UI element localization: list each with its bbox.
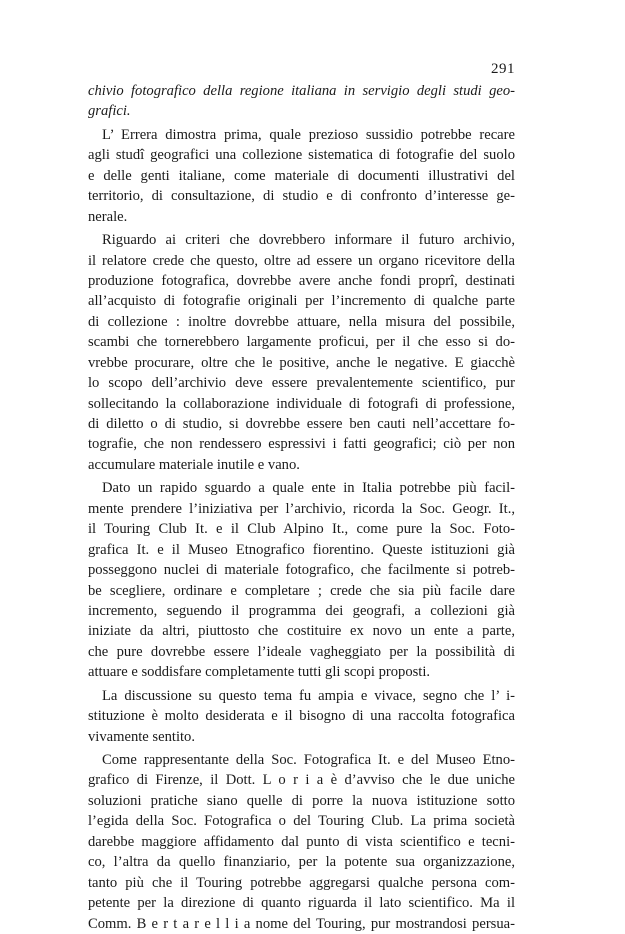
text-line: l’egida della Soc. Fotografica o del Touring Club. La prima società xyxy=(88,813,515,830)
page-number: 291 xyxy=(491,61,515,77)
text-line: Comm. B e r t a r e l l i a nome del Touring, pur mostrandosi persua- xyxy=(88,915,515,932)
text-line: accumulare materiale inutile e vano. xyxy=(88,456,300,473)
paragraph xyxy=(88,81,515,122)
paragraph xyxy=(88,125,515,227)
text-line: tanto più che il Touring potrebbe aggregarsi qualche persona com- xyxy=(88,874,515,891)
text-line: co, l’altra da quello finanziario, per la potente sua organizzazione, xyxy=(88,854,515,871)
paragraph xyxy=(88,230,515,475)
paragraph xyxy=(88,478,515,682)
text-line: scambi che tornerebbero largamente proficui, per il che esso si do- xyxy=(88,334,515,351)
paragraph xyxy=(88,750,515,934)
text-line: be scegliere, ordinare e completare ; crede che sia più facile dare xyxy=(88,582,515,599)
text-line: territorio, di consultazione, di studio e di confronto d’interesse ge- xyxy=(88,188,515,205)
text-line: L’ Errera dimostra prima, quale prezioso sussidio potrebbe recare xyxy=(102,126,515,143)
text-line: mente prendere l’iniziativa per l’archivio, ricorda la Soc. Geogr. It., xyxy=(88,500,515,517)
text-line: Dato un rapido sguardo a quale ente in Italia potrebbe più facil- xyxy=(102,480,515,497)
text-line: all’acquisto di fotografie originali per l’incremento di qualche parte xyxy=(88,293,515,310)
text-line: stituzione è molto desiderata e il bisogno di una raccolta fotografica xyxy=(88,708,515,725)
text-line: iniziate da altri, piuttosto che costituire ex novo un ente a parte, xyxy=(88,623,515,640)
body-text xyxy=(88,81,515,934)
text-line: vrebbe procurare, oltre che le positive, anche le negative. E giacchè xyxy=(88,354,515,371)
text-line: il Touring Club It. e il Club Alpino It., come pure la Soc. Foto- xyxy=(88,521,515,538)
text-line: darebbe maggiore affidamento dal punto di vista scientifico e tecni- xyxy=(88,833,515,850)
text-line: soluzioni pratiche siano quelle di porre la nuova istituzione sotto xyxy=(88,792,515,809)
text-line: produzione fotografica, dovrebbe avere anche fondi proprî, destinati xyxy=(88,272,515,289)
text-line: incremento, seguendo il programma dei geografi, a collezioni già xyxy=(88,602,515,619)
text-line: grafica It. e il Museo Etnografico fiorentino. Queste istituzioni già xyxy=(88,541,515,558)
paragraph xyxy=(88,686,515,747)
text-line: attuare e soddisfare completamente tutti gli scopi proposti. xyxy=(88,664,431,681)
text-line: che pure dovrebbe essere l’ideale vagheggiato per la possibilità di xyxy=(88,643,515,660)
text-line: chivio fotografico della regione italiana in servigio degli studi geo- xyxy=(88,83,515,99)
text-line: Come rappresentante della Soc. Fotografica It. e del Museo Etno- xyxy=(102,752,515,768)
text-line: grafici. xyxy=(88,103,131,120)
text-line: tografie, che non rendessero espressivi i fatti geografici; ciò per non xyxy=(88,436,515,453)
text-line: Riguardo ai criteri che dovrebbero informare il futuro archivio, xyxy=(102,232,515,249)
text-line: La discussione su questo tema fu ampia e vivace, segno che l’ i- xyxy=(102,687,515,704)
text-line: e delle genti italiane, come materiale di documenti illustrativi del xyxy=(88,167,515,184)
text-line: di collezione : inoltre dovrebbe attuare, nella misura del possibile, xyxy=(88,313,515,330)
text-line: lo scopo dell’archivio deve essere prevalentemente scientifico, pur xyxy=(88,375,515,392)
text-line: sollecitando la collaborazione individuale di fotografi di professione, xyxy=(88,395,515,412)
text-line: nerale. xyxy=(88,208,128,225)
text-line: grafico di Firenze, il Dott. L o r i a è d’avviso che le due uniche xyxy=(88,772,515,789)
text-line: petente per la direzione di quanto riguarda il lato scientifico. Ma il xyxy=(88,895,515,912)
text-line: di diletto o di studio, si dovrebbe essere ben cauti nell’accettare fo- xyxy=(88,416,515,432)
text-line: agli studî geografici una collezione sistematica di fotografie del suolo xyxy=(88,147,515,164)
text-line: posseggono nuclei di materiale fotografico, che facilmente si potreb- xyxy=(88,562,515,579)
text-line: il relatore crede che questo, oltre ad essere un organo ricevitore della xyxy=(88,252,515,269)
text-line: vivamente sentito. xyxy=(88,728,195,745)
